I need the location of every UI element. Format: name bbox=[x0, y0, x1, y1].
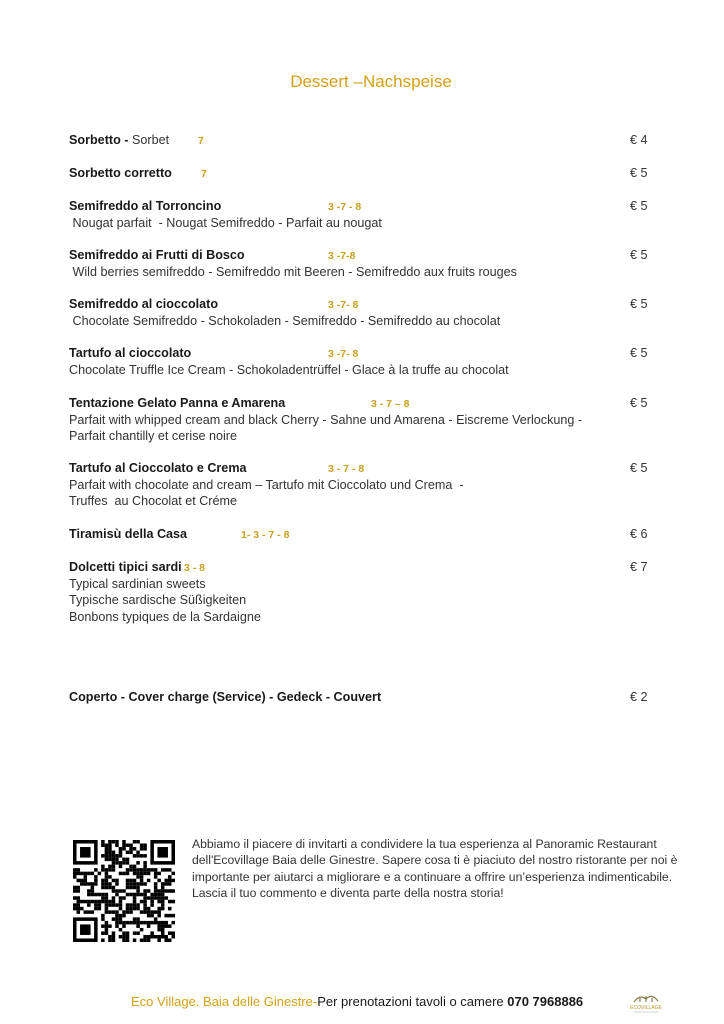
item-name: Sorbetto corretto bbox=[69, 166, 172, 180]
item-price: € 5 bbox=[630, 346, 648, 360]
item-price: € 5 bbox=[630, 166, 648, 180]
item-price: € 5 bbox=[630, 297, 648, 311]
menu-item bbox=[69, 345, 679, 378]
item-description: Typische sardische Süßigkeiten bbox=[69, 593, 247, 607]
item-allergens: 1- 3 - 7 - 8 bbox=[241, 529, 290, 541]
item-allergens: 7 bbox=[198, 135, 204, 147]
menu-item bbox=[69, 247, 679, 280]
item-description: Bonbons typiques de la Sardaigne bbox=[69, 609, 261, 624]
item-allergens: 3 -7 - 8 bbox=[328, 201, 362, 213]
qr-code[interactable] bbox=[73, 840, 175, 942]
review-invitation-text: Abbiamo il piacere di invitarti a condividere la tua esperienza al Panoramic Restaurant dell'Ecovillage Baia delle Ginestre. Sapere cosa ti è piaciuto del nostro ristorante per noi è importante per aiutarci a migliorare e a continuare a offrire un’esperienza indimenticabile. Lascia il tuo commento e diventa parte della nostra storia! bbox=[192, 837, 678, 900]
item-name: Semifreddo ai Frutti di Bosco bbox=[69, 248, 245, 262]
item-allergens: 3 -7- 8 bbox=[328, 348, 359, 360]
menu-item bbox=[69, 132, 679, 149]
item-translation: Sorbet bbox=[131, 133, 170, 147]
item-description: Chocolate Truffle Ice Cream - Schokoladentrüffel - Glace à la truffe au chocolat bbox=[69, 362, 509, 377]
item-description: Chocolate Semifreddo - Schokoladen - Semifreddo - Semifreddo au chocolat bbox=[69, 313, 501, 328]
item-description: Parfait with whipped cream and black Cherry - Sahne und Amarena - Eiscreme Verlockung - bbox=[69, 412, 583, 427]
footer-text: Per prenotazioni tavoli o camere bbox=[317, 994, 508, 1009]
item-allergens: 3 -7-8 bbox=[328, 250, 356, 262]
menu-item bbox=[69, 165, 679, 182]
footer-brand: Eco Village. Baia delle Ginestre- bbox=[131, 994, 318, 1009]
menu-item bbox=[69, 460, 679, 510]
item-name: Coperto - Cover charge (Service) - Gedeck - Couvert bbox=[69, 690, 382, 704]
item-allergens: 3 - 7 – 8 bbox=[371, 398, 410, 410]
menu-item bbox=[69, 395, 679, 445]
item-name: Tiramisù della Casa bbox=[69, 527, 188, 541]
item-name: Tartufo al cioccolato bbox=[69, 346, 192, 360]
item-price: € 4 bbox=[630, 133, 648, 147]
page-title: Dessert –Nachspeise bbox=[290, 72, 452, 91]
item-name: Tentazione Gelato Panna e Amarena bbox=[69, 396, 286, 410]
logo-text: ECOVILLAGE bbox=[630, 1005, 662, 1011]
item-allergens: 3 - 8 bbox=[184, 562, 206, 574]
ecovillage-logo bbox=[624, 990, 668, 1016]
item-allergens: 3 - 7 - 8 bbox=[328, 463, 365, 475]
menu-item bbox=[69, 296, 679, 329]
item-description: Truffes au Chocolat et Créme bbox=[69, 494, 237, 508]
item-description: Wild berries semifreddo - Semifreddo mit Beeren - Semifreddo aux fruits rouges bbox=[69, 264, 517, 279]
item-price: € 5 bbox=[630, 199, 648, 213]
item-description: Typical sardinian sweets bbox=[69, 576, 206, 591]
item-description: Parfait chantilly et cerise noire bbox=[69, 429, 237, 443]
item-price: € 5 bbox=[630, 396, 648, 410]
item-allergens: 3 -7- 8 bbox=[328, 299, 359, 311]
item-name: Tartufo al Cioccolato e Crema bbox=[69, 461, 247, 475]
footer-phone: 070 7968886 bbox=[507, 994, 584, 1009]
item-price: € 6 bbox=[630, 527, 648, 541]
menu-item bbox=[69, 526, 679, 543]
menu-item bbox=[69, 198, 679, 231]
item-price: € 5 bbox=[630, 248, 648, 262]
item-description: Parfait with chocolate and cream – Tartufo mit Cioccolato und Crema - bbox=[69, 477, 464, 492]
item-price: € 5 bbox=[630, 461, 648, 475]
footer bbox=[131, 994, 583, 1009]
item-name: Sorbetto - bbox=[69, 133, 132, 147]
item-allergens: 7 bbox=[201, 168, 207, 180]
menu-item bbox=[69, 689, 679, 706]
item-price: € 7 bbox=[630, 560, 648, 574]
item-price: € 2 bbox=[630, 690, 648, 704]
menu-item bbox=[69, 559, 679, 625]
item-name: Semifreddo al Torroncino bbox=[69, 199, 222, 213]
item-name: Dolcetti tipici sardi bbox=[69, 560, 182, 574]
item-name: Semifreddo al cioccolato bbox=[69, 297, 219, 311]
item-description: Nougat parfait - Nougat Semifreddo - Parfait au nougat bbox=[69, 215, 382, 230]
